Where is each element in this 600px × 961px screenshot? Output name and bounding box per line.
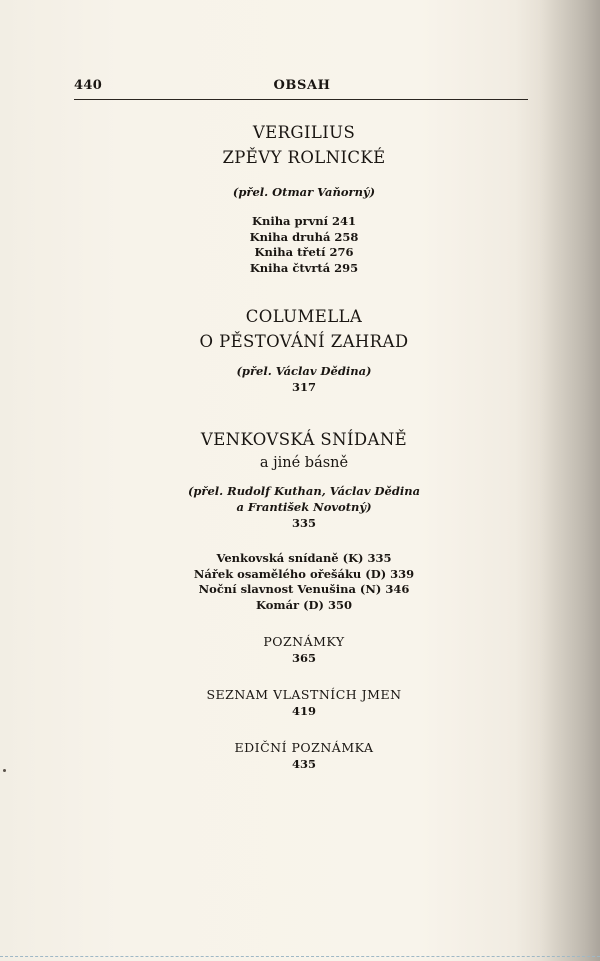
toc-entry: Kniha první 241 <box>251 214 357 228</box>
toc-section-venkovska <box>76 427 532 613</box>
page-reference: 365 <box>291 651 316 665</box>
table-of-contents <box>76 120 532 772</box>
page-reference: 419 <box>291 704 316 718</box>
page-bottom-edge <box>0 956 600 957</box>
toc-section-seznam <box>76 686 532 719</box>
toc-entry: Kniha druhá 258 <box>249 229 359 244</box>
section-author: VERGILIUS <box>252 123 356 142</box>
toc-entry: Venkovská snídaně (K) 335 <box>216 551 392 565</box>
toc-entry: Kniha třetí 276 <box>254 245 354 259</box>
running-head: OBSAH <box>273 78 331 93</box>
page-reference: 435 <box>291 757 316 771</box>
ink-speck <box>3 769 6 772</box>
translator-note: (přel. Rudolf Kuthan, Václav Dědina <box>187 484 421 498</box>
section-heading: SEZNAM VLASTNÍCH JMEN <box>206 687 402 702</box>
section-heading: EDIČNÍ POZNÁMKA <box>234 740 374 755</box>
toc-section-poznamky <box>76 633 532 666</box>
toc-entry: Nářek osamělého ořešáku (D) 339 <box>193 566 415 581</box>
toc-section-vergilius <box>76 120 532 276</box>
section-author: COLUMELLA <box>245 307 363 326</box>
toc-entry: Komár (D) 350 <box>256 597 352 612</box>
translator-note: a František Novotný) <box>236 500 372 514</box>
toc-section-edicni <box>76 739 532 772</box>
toc-section-columella <box>76 304 532 395</box>
page-number: 440 <box>74 78 103 93</box>
page-reference: 317 <box>291 380 316 394</box>
translator-note: (přel. Otmar Vaňorný) <box>232 185 376 199</box>
section-title: VENKOVSKÁ SNÍDANĚ <box>200 430 408 449</box>
toc-entry: Kniha čtvrtá 295 <box>249 260 359 275</box>
section-heading: POZNÁMKY <box>263 634 345 649</box>
translator-note: (přel. Václav Dědina) <box>236 364 372 378</box>
header-rule <box>74 99 528 100</box>
section-subtitle: a jiné básně <box>259 455 349 471</box>
toc-entry: Noční slavnost Venušina (N) 346 <box>198 582 410 596</box>
page-reference: 335 <box>291 516 316 530</box>
section-title: ZPĚVY ROLNICKÉ <box>222 148 386 167</box>
section-title: O PĚSTOVÁNÍ ZAHRAD <box>199 332 409 351</box>
